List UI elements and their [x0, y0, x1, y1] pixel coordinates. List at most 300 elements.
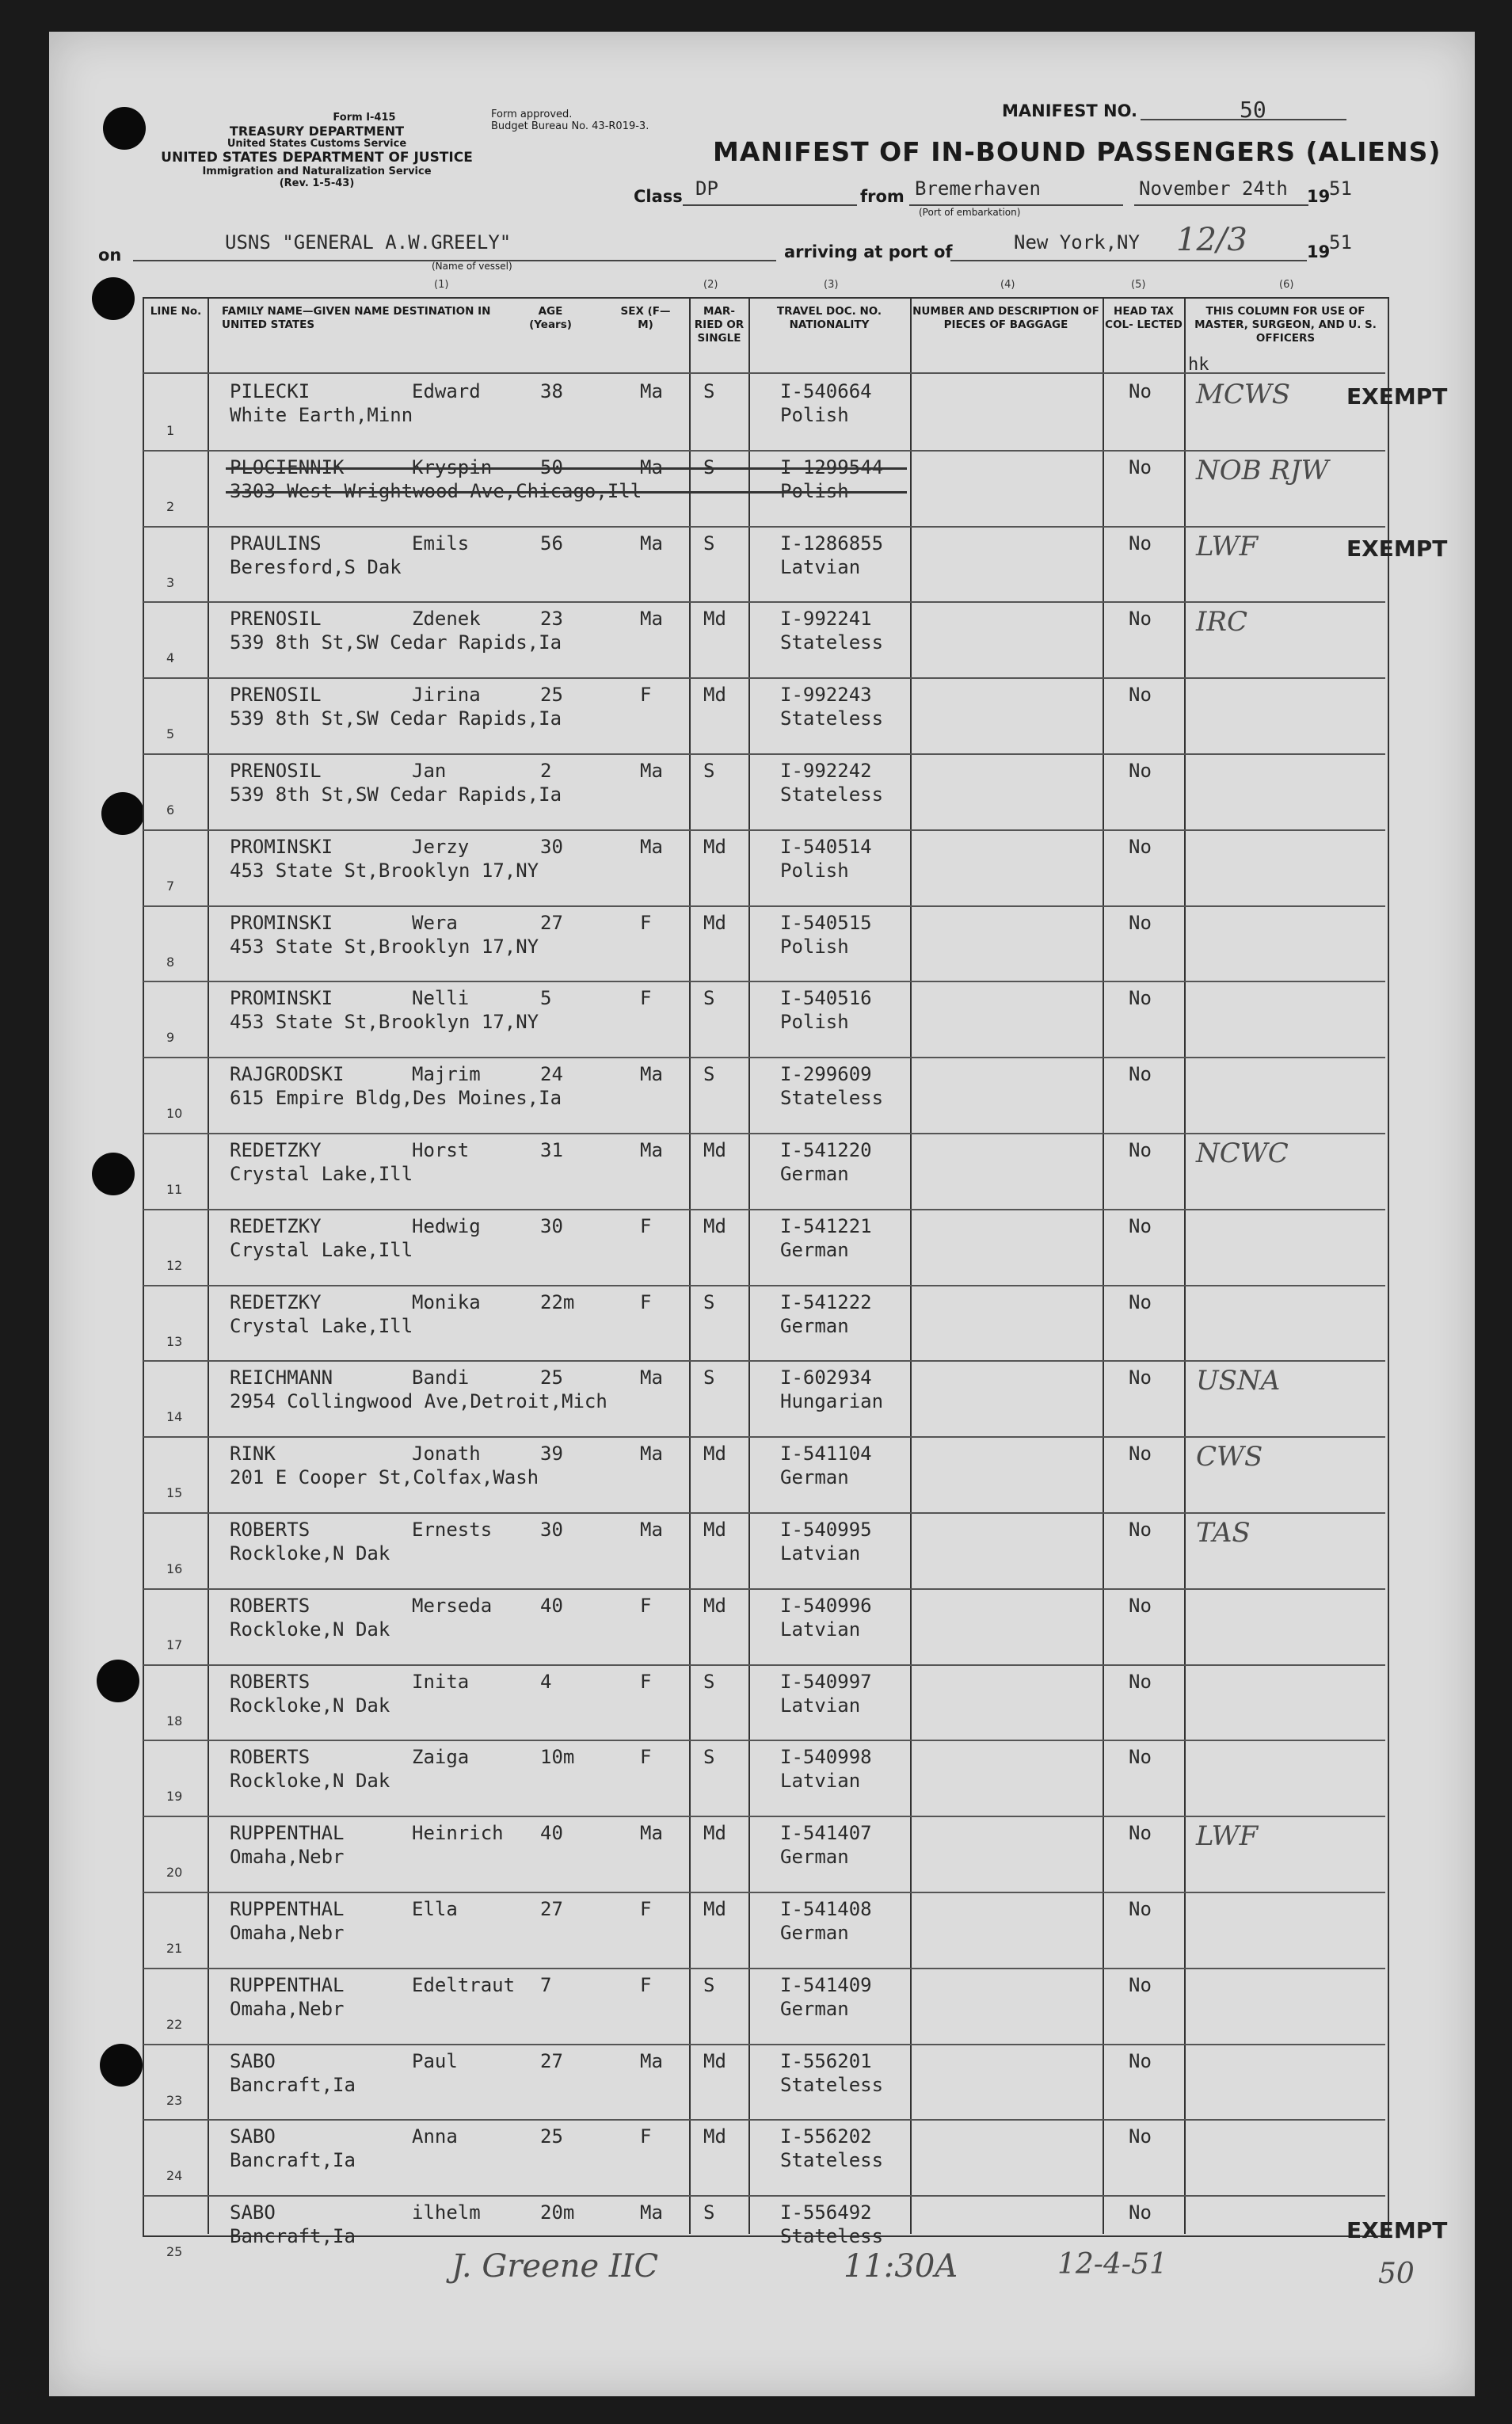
- row-divider: [143, 1285, 1385, 1286]
- passenger-travel-doc: I-541220: [780, 1139, 872, 1161]
- passenger-given-name: Zdenek: [412, 608, 481, 631]
- passenger-marital-status: Md: [703, 1822, 726, 1845]
- passenger-age: 4: [540, 1670, 552, 1693]
- line-number: 11: [166, 1182, 183, 1197]
- passenger-family-name: ROBERTS: [230, 1670, 310, 1693]
- row-divider: [143, 1816, 1385, 1817]
- passenger-travel-doc: I-541221: [780, 1214, 872, 1237]
- officer-note: TAS: [1196, 1517, 1251, 1549]
- line-number: 18: [166, 1713, 183, 1728]
- colnum-4: (4): [1000, 279, 1015, 291]
- passenger-marital-status: Md: [703, 2125, 726, 2148]
- passenger-travel-doc: I-541104: [780, 1443, 872, 1465]
- punch-hole: [101, 792, 144, 835]
- passenger-destination: 453 State St,Brooklyn 17,NY: [230, 935, 539, 958]
- passenger-nationality: Latvian: [780, 1770, 861, 1793]
- head-tax-collected: No: [1129, 835, 1152, 858]
- passenger-travel-doc: I-1286855: [780, 532, 884, 555]
- colnum-1: (1): [434, 279, 449, 291]
- passenger-destination: 2954 Collingwood Ave,Detroit,Mich: [230, 1390, 607, 1413]
- head-tax-collected: No: [1129, 2125, 1152, 2148]
- passenger-given-name: Merseda: [412, 1594, 493, 1617]
- passenger-sex: F: [640, 1973, 652, 1996]
- passenger-travel-doc: I-541407: [780, 1822, 872, 1845]
- passenger-nationality: German: [780, 1846, 849, 1869]
- colnum-6: (6): [1279, 279, 1294, 291]
- head-tax-collected: No: [1129, 1973, 1152, 1996]
- col-travel-doc: TRAVEL DOC. NO. NATIONALITY: [776, 305, 882, 331]
- passenger-marital-status: S: [703, 532, 715, 555]
- passenger-sex: F: [640, 987, 652, 1010]
- passenger-sex: Ma: [640, 2201, 663, 2224]
- passenger-family-name: REDETZKY: [230, 1290, 322, 1313]
- head-tax-collected: No: [1129, 2201, 1152, 2224]
- passenger-given-name: Zaiga: [412, 1746, 470, 1769]
- passenger-family-name: PLOCIENNIK: [230, 455, 345, 478]
- passenger-given-name: Edward: [412, 380, 481, 402]
- row-divider: [143, 1588, 1385, 1590]
- passenger-nationality: Stateless: [780, 2073, 884, 2096]
- passenger-family-name: PROMINSKI: [230, 911, 333, 934]
- row-divider: [143, 1968, 1385, 1969]
- row-divider: [143, 526, 1385, 528]
- passenger-family-name: REDETZKY: [230, 1214, 322, 1237]
- passenger-marital-status: Md: [703, 684, 726, 707]
- class-value: DP: [695, 177, 718, 200]
- passenger-destination: 453 State St,Brooklyn 17,NY: [230, 859, 539, 882]
- passenger-sex: Ma: [640, 1519, 663, 1541]
- passenger-nationality: Latvian: [780, 1694, 861, 1717]
- colnum-5: (5): [1131, 279, 1146, 291]
- passenger-destination: 3303 West Wrightwood Ave,Chicago,Ill: [230, 479, 642, 502]
- passenger-marital-status: S: [703, 1366, 715, 1389]
- passenger-age: 22m: [540, 1290, 575, 1313]
- head-tax-collected: No: [1129, 1063, 1152, 1086]
- line-number: 3: [166, 574, 175, 590]
- passenger-given-name: Monika: [412, 1290, 481, 1313]
- passenger-destination: Rockloke,N Dak: [230, 1770, 390, 1793]
- row-divider: [143, 829, 1385, 831]
- passenger-destination: 453 State St,Brooklyn 17,NY: [230, 1011, 539, 1034]
- punch-hole: [97, 1660, 139, 1702]
- passenger-nationality: Stateless: [780, 707, 884, 730]
- passenger-age: 30: [540, 1519, 563, 1541]
- passenger-destination: 539 8th St,SW Cedar Rapids,Ia: [230, 783, 562, 806]
- passenger-sex: F: [640, 2125, 652, 2148]
- passenger-travel-doc: I-540998: [780, 1746, 872, 1769]
- passenger-marital-status: S: [703, 455, 715, 478]
- passenger-given-name: Jonath: [412, 1443, 481, 1465]
- row-divider: [143, 753, 1385, 755]
- passenger-marital-status: S: [703, 1670, 715, 1693]
- col-baggage: NUMBER AND DESCRIPTION OF PIECES OF BAGGAGE: [912, 305, 1099, 331]
- line-number: 16: [166, 1561, 183, 1576]
- passenger-sex: F: [640, 1670, 652, 1693]
- exempt-stamp: EXEMPT: [1346, 2217, 1448, 2244]
- head-tax-collected: No: [1129, 1670, 1152, 1693]
- passenger-marital-status: Md: [703, 1594, 726, 1617]
- from-label: from: [860, 187, 905, 206]
- passenger-family-name: REICHMANN: [230, 1366, 333, 1389]
- officer-col-mark: hk: [1188, 355, 1209, 375]
- head-tax-collected: No: [1129, 1139, 1152, 1161]
- passenger-travel-doc: I-540516: [780, 987, 872, 1010]
- passenger-nationality: Polish: [780, 479, 849, 502]
- approval-block: [491, 109, 729, 133]
- passenger-nationality: Polish: [780, 1011, 849, 1034]
- passenger-destination: Crystal Lake,Ill: [230, 1314, 413, 1337]
- arrival-year: 51: [1329, 231, 1352, 253]
- embarkation-port: Bremerhaven: [915, 177, 1041, 200]
- row-divider: [143, 677, 1385, 679]
- revision: (Rev. 1-5-43): [279, 177, 355, 189]
- row-divider: [143, 1057, 1385, 1058]
- inspection-time: 11:30A: [844, 2248, 958, 2285]
- passenger-given-name: Edeltraut: [412, 1973, 516, 1996]
- passenger-marital-status: S: [703, 1290, 715, 1313]
- passenger-age: 30: [540, 1214, 563, 1237]
- passenger-nationality: Stateless: [780, 631, 884, 654]
- officer-note: MCWS: [1196, 379, 1291, 410]
- passenger-given-name: Emils: [412, 532, 470, 555]
- passenger-age: 24: [540, 1063, 563, 1086]
- passenger-nationality: German: [780, 1163, 849, 1185]
- passenger-sex: Ma: [640, 1366, 663, 1389]
- passenger-destination: 539 8th St,SW Cedar Rapids,Ia: [230, 707, 562, 730]
- manifest-number: 50: [1240, 97, 1266, 123]
- passenger-family-name: SABO: [230, 2049, 276, 2072]
- passenger-travel-doc: I-540997: [780, 1670, 872, 1693]
- passenger-given-name: Kryspin: [412, 455, 493, 478]
- passenger-age: 7: [540, 1973, 552, 1996]
- treasury-dept: TREASURY DEPARTMENT: [229, 123, 405, 139]
- passenger-family-name: PRAULINS: [230, 532, 322, 555]
- passenger-destination: Crystal Lake,Ill: [230, 1163, 413, 1185]
- passenger-sex: Ma: [640, 532, 663, 555]
- passenger-nationality: Stateless: [780, 2149, 884, 2172]
- passenger-given-name: Hedwig: [412, 1214, 481, 1237]
- passenger-age: 31: [540, 1139, 563, 1161]
- row-divider: [143, 1360, 1385, 1362]
- passenger-given-name: Nelli: [412, 987, 470, 1010]
- corner-number: 50: [1378, 2258, 1415, 2290]
- passenger-family-name: RUPPENTHAL: [230, 1898, 345, 1920]
- line-number: 9: [166, 1030, 175, 1046]
- line-number: 6: [166, 802, 175, 818]
- passenger-travel-doc: I-556201: [780, 2049, 872, 2072]
- passenger-travel-doc: I-602934: [780, 1366, 872, 1389]
- passenger-age: 30: [540, 835, 563, 858]
- col-line-no: LINE No.: [150, 305, 202, 318]
- passenger-given-name: Ernests: [412, 1519, 493, 1541]
- passenger-marital-status: S: [703, 380, 715, 402]
- arrival-year-prefix: 19: [1307, 242, 1331, 261]
- passenger-family-name: RAJGRODSKI: [230, 1063, 345, 1086]
- punch-hole: [92, 277, 135, 320]
- passenger-travel-doc: I-992243: [780, 684, 872, 707]
- line-number: 10: [166, 1106, 183, 1122]
- row-divider: [143, 905, 1385, 907]
- passenger-sex: Ma: [640, 760, 663, 782]
- passenger-family-name: PROMINSKI: [230, 835, 333, 858]
- passenger-given-name: Majrim: [412, 1063, 481, 1086]
- passenger-sex: Ma: [640, 1443, 663, 1465]
- passenger-nationality: Polish: [780, 404, 849, 426]
- departure-year: 51: [1329, 177, 1352, 200]
- passenger-marital-status: Md: [703, 1519, 726, 1541]
- passenger-travel-doc: I-541408: [780, 1898, 872, 1920]
- arriving-label: arriving at port of: [784, 242, 953, 261]
- punch-hole: [92, 1153, 135, 1195]
- line-number: 2: [166, 498, 175, 514]
- port-caption: (Port of embarkation): [919, 207, 1021, 218]
- passenger-sex: F: [640, 684, 652, 707]
- passenger-marital-status: Md: [703, 1898, 726, 1920]
- passenger-sex: F: [640, 1214, 652, 1237]
- passenger-age: 23: [540, 608, 563, 631]
- line-number: 19: [166, 1789, 183, 1805]
- head-tax-collected: No: [1129, 1214, 1152, 1237]
- passenger-family-name: PRENOSIL: [230, 760, 322, 782]
- passenger-travel-doc: I-540514: [780, 835, 872, 858]
- passenger-given-name: Horst: [412, 1139, 470, 1161]
- head-tax-collected: No: [1129, 1290, 1152, 1313]
- inspector-signature: J. Greene IIC: [451, 2248, 659, 2285]
- passenger-family-name: ROBERTS: [230, 1519, 310, 1541]
- row-divider: [143, 1209, 1385, 1210]
- passenger-nationality: Latvian: [780, 1542, 861, 1565]
- passenger-travel-doc: I-299609: [780, 1063, 872, 1086]
- head-tax-collected: No: [1129, 455, 1152, 478]
- passenger-nationality: German: [780, 1314, 849, 1337]
- passenger-travel-doc: I-556492: [780, 2201, 872, 2224]
- passenger-sex: F: [640, 911, 652, 934]
- passenger-travel-doc: I-556202: [780, 2125, 872, 2148]
- passenger-age: 27: [540, 2049, 563, 2072]
- passenger-given-name: Paul: [412, 2049, 458, 2072]
- passenger-sex: F: [640, 1290, 652, 1313]
- passenger-marital-status: Md: [703, 911, 726, 934]
- year-prefix: 19: [1307, 187, 1331, 206]
- passenger-travel-doc: I-540996: [780, 1594, 872, 1617]
- officer-note: CWS: [1196, 1441, 1263, 1473]
- col-officers: THIS COLUMN FOR USE OF MASTER, SURGEON, AND U. S. OFFICERS: [1194, 305, 1377, 345]
- passenger-nationality: Stateless: [780, 783, 884, 806]
- passenger-travel-doc: I-541222: [780, 1290, 872, 1313]
- officer-note: NCWC: [1196, 1138, 1289, 1169]
- arrival-port: New York,NY: [1014, 231, 1140, 253]
- row-divider: [143, 1740, 1385, 1741]
- passenger-travel-doc: I-541409: [780, 1973, 872, 1996]
- strike-line: [226, 491, 907, 494]
- passenger-marital-status: S: [703, 1063, 715, 1086]
- head-tax-collected: No: [1129, 911, 1152, 934]
- passenger-nationality: German: [780, 1997, 849, 2020]
- passenger-sex: F: [640, 1594, 652, 1617]
- head-tax-collected: No: [1129, 760, 1152, 782]
- passenger-sex: Ma: [640, 455, 663, 478]
- passenger-destination: Omaha,Nebr: [230, 1922, 345, 1944]
- head-tax-collected: No: [1129, 1594, 1152, 1617]
- passenger-marital-status: Md: [703, 835, 726, 858]
- passenger-age: 39: [540, 1443, 563, 1465]
- passenger-given-name: Ella: [412, 1898, 458, 1920]
- passenger-given-name: Bandi: [412, 1366, 470, 1389]
- passenger-sex: Ma: [640, 1139, 663, 1161]
- passenger-nationality: Stateless: [780, 1087, 884, 1110]
- passenger-family-name: RUPPENTHAL: [230, 1973, 345, 1996]
- line-number: 4: [166, 650, 175, 666]
- passenger-nationality: Hungarian: [780, 1390, 884, 1413]
- passenger-marital-status: Md: [703, 2049, 726, 2072]
- row-divider: [143, 1133, 1385, 1134]
- line-number: 25: [166, 2244, 183, 2260]
- line-number: 1: [166, 423, 175, 438]
- line-number: 22: [166, 2016, 183, 2032]
- passenger-family-name: REDETZKY: [230, 1139, 322, 1161]
- vessel-caption: (Name of vessel): [432, 261, 512, 272]
- officer-note: IRC: [1196, 606, 1248, 638]
- passenger-age: 27: [540, 1898, 563, 1920]
- passenger-sex: Ma: [640, 1063, 663, 1086]
- passenger-nationality: Stateless: [780, 2225, 884, 2248]
- passenger-sex: F: [640, 1898, 652, 1920]
- line-number: 24: [166, 2168, 183, 2184]
- head-tax-collected: No: [1129, 1822, 1152, 1845]
- line-number: 8: [166, 954, 175, 970]
- row-divider: [143, 450, 1385, 452]
- col-sex: SEX (F—M): [620, 305, 671, 331]
- passenger-marital-status: S: [703, 760, 715, 782]
- officer-note: NOB RJW: [1196, 454, 1329, 486]
- passenger-given-name: Inita: [412, 1670, 470, 1693]
- passenger-age: 5: [540, 987, 552, 1010]
- row-divider: [143, 1892, 1385, 1893]
- passenger-marital-status: Md: [703, 1443, 726, 1465]
- passenger-destination: Omaha,Nebr: [230, 1997, 345, 2020]
- justice-dept: UNITED STATES DEPARTMENT OF JUSTICE: [161, 150, 473, 166]
- passenger-family-name: RINK: [230, 1443, 276, 1465]
- passenger-sex: Ma: [640, 608, 663, 631]
- head-tax-collected: No: [1129, 1519, 1152, 1541]
- passenger-table: [143, 297, 1389, 2237]
- passenger-family-name: ROBERTS: [230, 1594, 310, 1617]
- passenger-destination: White Earth,Minn: [230, 404, 413, 426]
- budget-bureau: Budget Bureau No. 43-R019-3.: [491, 120, 649, 132]
- passenger-marital-status: S: [703, 1746, 715, 1769]
- line-number: 23: [166, 2092, 183, 2108]
- passenger-marital-status: S: [703, 2201, 715, 2224]
- passenger-family-name: SABO: [230, 2125, 276, 2148]
- head-tax-collected: No: [1129, 1898, 1152, 1920]
- passenger-age: 40: [540, 1594, 563, 1617]
- colnum-3: (3): [824, 279, 839, 291]
- passenger-travel-doc: I-540995: [780, 1519, 872, 1541]
- passenger-destination: Beresford,S Dak: [230, 555, 402, 578]
- line-number: 20: [166, 1865, 183, 1881]
- manifest-title: MANIFEST OF IN-BOUND PASSENGERS (ALIENS): [713, 136, 1442, 167]
- passenger-nationality: German: [780, 1466, 849, 1489]
- passenger-destination: Rockloke,N Dak: [230, 1542, 390, 1565]
- row-divider: [143, 2195, 1385, 2197]
- col-married: MAR- RIED OR SINGLE: [694, 305, 745, 345]
- passenger-nationality: Latvian: [780, 1618, 861, 1641]
- manifest-no-label: MANIFEST NO.: [1002, 101, 1137, 120]
- passenger-destination: Omaha,Nebr: [230, 1846, 345, 1869]
- row-divider: [143, 601, 1385, 603]
- head-tax-collected: No: [1129, 2049, 1152, 2072]
- passenger-marital-status: Md: [703, 608, 726, 631]
- passenger-given-name: ilhelm: [412, 2201, 481, 2224]
- passenger-destination: Crystal Lake,Ill: [230, 1238, 413, 1261]
- passenger-age: 56: [540, 532, 563, 555]
- passenger-destination: Bancraft,Ia: [230, 2225, 356, 2248]
- passenger-age: 25: [540, 1366, 563, 1389]
- col-name: FAMILY NAME—GIVEN NAME DESTINATION IN UNITED STATES: [222, 305, 491, 331]
- passenger-family-name: SABO: [230, 2201, 276, 2224]
- row-divider: [143, 981, 1385, 982]
- on-label: on: [98, 246, 122, 265]
- ins-label: Immigration and Naturalization Service: [202, 165, 432, 177]
- passenger-marital-status: S: [703, 987, 715, 1010]
- passenger-destination: 615 Empire Bldg,Des Moines,Ia: [230, 1087, 562, 1110]
- line-number: 13: [166, 1333, 183, 1349]
- row-divider: [143, 1436, 1385, 1438]
- passenger-nationality: Polish: [780, 935, 849, 958]
- passenger-age: 20m: [540, 2201, 575, 2224]
- officer-note: USNA: [1196, 1365, 1281, 1397]
- officer-note: LWF: [1196, 530, 1259, 562]
- passenger-sex: Ma: [640, 835, 663, 858]
- row-divider: [143, 2044, 1385, 2045]
- passenger-travel-doc: I-1299544: [780, 455, 884, 478]
- row-divider: [143, 1664, 1385, 1666]
- passenger-destination: Rockloke,N Dak: [230, 1694, 390, 1717]
- col-age: AGE (Years): [529, 305, 572, 331]
- passenger-given-name: Heinrich: [412, 1822, 504, 1845]
- passenger-sex: Ma: [640, 1822, 663, 1845]
- passenger-family-name: PILECKI: [230, 380, 310, 402]
- line-number: 14: [166, 1409, 183, 1425]
- passenger-destination: Bancraft,Ia: [230, 2073, 356, 2096]
- head-tax-collected: No: [1129, 608, 1152, 631]
- head-tax-collected: No: [1129, 532, 1152, 555]
- row-divider: [143, 2119, 1385, 2121]
- vessel-name: USNS "GENERAL A.W.GREELY": [225, 231, 512, 253]
- head-tax-collected: No: [1129, 1746, 1152, 1769]
- head-tax-collected: No: [1129, 380, 1152, 402]
- passenger-travel-doc: I-540515: [780, 911, 872, 934]
- line-number: 5: [166, 726, 175, 742]
- passenger-destination: 539 8th St,SW Cedar Rapids,Ia: [230, 631, 562, 654]
- passenger-destination: 201 E Cooper St,Colfax,Wash: [230, 1466, 539, 1489]
- passenger-marital-status: Md: [703, 1139, 726, 1161]
- row-divider: [143, 1512, 1385, 1514]
- passenger-destination: Bancraft,Ia: [230, 2149, 356, 2172]
- arrival-date-handwritten: 12/3: [1176, 222, 1247, 258]
- passenger-family-name: RUPPENTHAL: [230, 1822, 345, 1845]
- passenger-sex: Ma: [640, 2049, 663, 2072]
- line-number: 21: [166, 1941, 183, 1956]
- passenger-age: 10m: [540, 1746, 575, 1769]
- strike-line: [226, 467, 907, 470]
- departure-date: November 24th: [1139, 177, 1288, 200]
- passenger-family-name: ROBERTS: [230, 1746, 310, 1769]
- passenger-age: 38: [540, 380, 563, 402]
- inspection-date: 12-4-51: [1057, 2248, 1167, 2281]
- passenger-given-name: Anna: [412, 2125, 458, 2148]
- class-label: Class: [634, 187, 683, 206]
